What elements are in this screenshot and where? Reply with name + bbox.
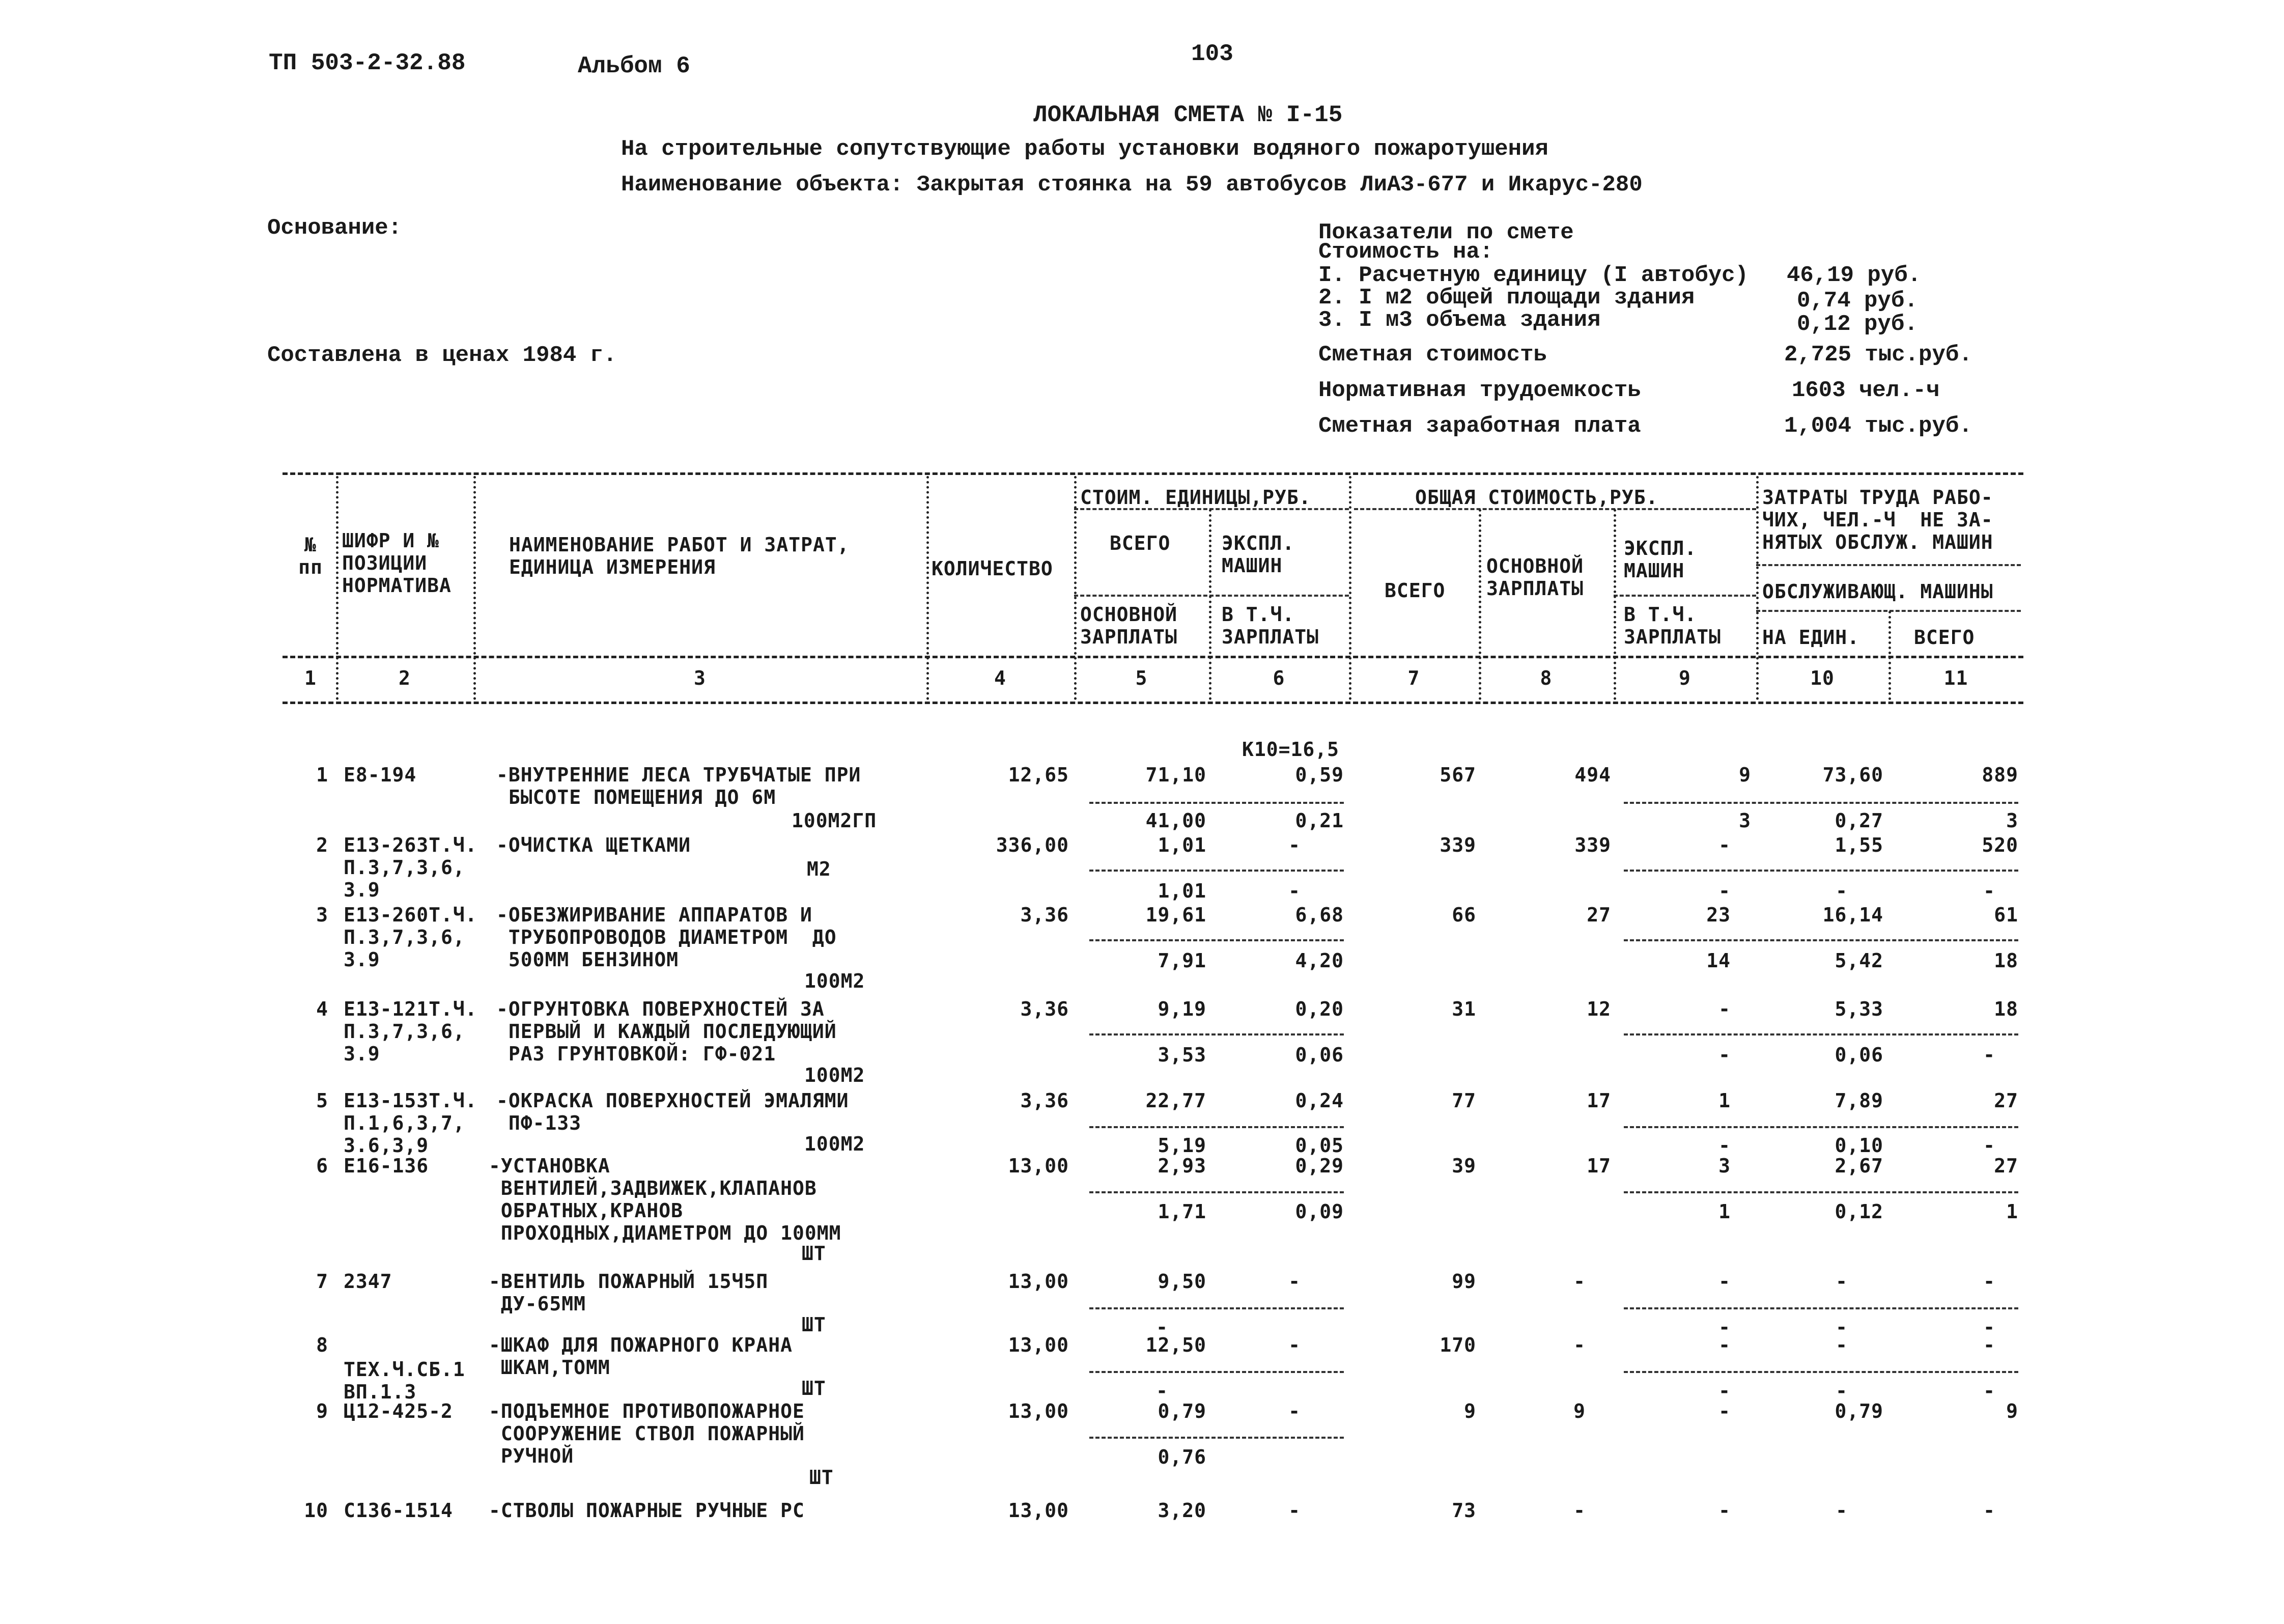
row-4-num: 4 [316,998,328,1020]
row-2-unit: М2 [807,858,831,880]
indicator-value-1: 46,19 руб. [1787,263,1922,288]
row-5-machine-wage: - [1718,1134,1731,1157]
row-3-labor-machine-total: 18 [1994,949,2018,972]
row-3-code: Е13-260Т.Ч. П.3,7,3,6, 3.9 [344,904,477,971]
row-7-total: 99 [1452,1270,1476,1293]
row-2-labor-total: 520 [1982,834,2018,856]
row-8-num: 8 [316,1334,328,1356]
row-3-labor-unit: 16,14 [1822,904,1883,926]
row-7-machine-wage: - [1718,1316,1731,1338]
row-5-code: Е13-153Т.Ч. П.1,6,3,7, 3.6,3,9 [344,1089,477,1157]
indicator-label-2: 2. I м2 общей площади здания [1318,285,1695,311]
col-header-labor-machines: ОБСЛУЖИВАЮЩ. МАШИНЫ [1762,580,1993,603]
object-name: Наименование объекта: Закрытая стоянка на 59 автобусов ЛиАЗ-677 и Икарус-280 [621,172,1643,198]
col-header-labor: ЗАТРАТЫ ТРУДА РАБО- ЧИХ, ЧЕЛ.-Ч НЕ ЗА- НЯТЫХ ОБСЛУЖ. МАШИН [1762,486,1993,553]
row-4-qty: 3,36 [1020,998,1069,1020]
row-10-labor-total: - [1983,1499,1995,1522]
col-divider-4 [1074,476,1077,700]
row-8-machines: - [1718,1334,1731,1356]
row-3-wage: 27 [1587,904,1611,926]
row-5-labor-unit: 7,89 [1835,1089,1883,1112]
row-5-labor-machine-total: - [1983,1134,1995,1157]
indicator-label-4: Сметная стоимость [1318,342,1547,368]
row-10-name: -СТВОЛЫ ПОЖАРНЫЕ РУЧНЫЕ РС [489,1499,805,1522]
row-5-wage: 17 [1587,1089,1611,1112]
row-1-subline-2 [1624,802,2018,804]
row-4-name: -ОГРУНТОВКА ПОВЕРХНОСТЕЙ ЗА ПЕРВЫЙ И КАЖДЫЙ ПОСЛЕДУЮЩИЙ РАЗ ГРУНТОВКОЙ: ГФ-021 [496,998,837,1065]
col-header-code: ШИФР И № ПОЗИЦИИ НОРМАТИВА [342,529,452,597]
col-header-qty: КОЛИЧЕСТВО [932,557,1053,580]
row-2-num: 2 [316,834,328,856]
row-5-labor-machine-unit: 0,10 [1835,1134,1883,1157]
row-3-unit: 100М2 [804,970,865,992]
col-divider-1 [336,476,339,700]
row-1-unit-wage: 41,00 [1145,809,1206,832]
col-header-5a: ВСЕГО [1110,532,1171,554]
row-6-labor-total: 27 [1994,1155,2018,1177]
row-8-name: -ШКАФ ДЛЯ ПОЖАРНОГО КРАНА ШКАМ,ТОММ [489,1334,793,1379]
row-6-wage: 17 [1587,1155,1611,1177]
row-7-labor-total: - [1983,1270,1995,1293]
row-8-labor-unit: - [1836,1334,1848,1356]
row-9-unit: ШТ [809,1466,834,1489]
row-8-labor-machine-total: - [1983,1380,1995,1402]
row-4-wage: 12 [1587,998,1611,1020]
row-5-unit-wage: 5,19 [1158,1134,1206,1157]
row-7-labor-machine-unit: - [1836,1316,1848,1338]
row-3-machines: 23 [1706,904,1731,926]
row-6-code: Е16-136 [344,1155,429,1177]
row-10-num: 10 [304,1499,328,1522]
col-header-6b: В Т.Ч. ЗАРПЛАТЫ [1222,603,1319,648]
row-9-machines: - [1718,1400,1731,1422]
row-8-code: ТЕХ.Ч.СБ.1 ВП.1.3 [344,1358,465,1403]
row-1-subline [1089,802,1344,804]
header-bottom-rule [283,656,2023,658]
row-10-qty: 13,00 [1008,1499,1069,1522]
row-6-labor-machine-unit: 0,12 [1835,1200,1883,1223]
row-1-wage: 494 [1574,764,1611,786]
row-7-unit-total: 9,50 [1158,1270,1206,1293]
row-9-wage: 9 [1573,1400,1586,1422]
row-2-machines: - [1718,834,1731,856]
indicator-label-3: 3. I м3 объема здания [1318,307,1601,333]
row-2-labor-machine-unit: - [1836,880,1848,902]
row-4-machine-wage: - [1718,1044,1731,1066]
indicator-label-5: Нормативная трудоемкость [1318,378,1641,403]
col-divider-2 [473,476,476,700]
row-2-labor-machine-total: - [1983,880,1995,902]
row-4-unit-wage: 3,53 [1158,1044,1206,1066]
row-1-qty: 12,65 [1008,764,1069,786]
row-8-unit: ШТ [802,1377,826,1399]
col-header-name: НАИМЕНОВАНИЕ РАБОТ И ЗАТРАТ, ЕДИНИЦА ИЗМЕРЕНИЯ [509,534,850,578]
row-5-subline [1089,1126,1344,1128]
row-6-num: 6 [316,1155,328,1177]
col-number: 3 [694,667,706,689]
row-7-subline [1089,1307,1344,1309]
indicator-value-5: 1603 чел.-ч [1792,378,1940,403]
row-8-unit-total: 12,50 [1145,1334,1206,1356]
table-top-rule [283,472,2023,475]
row-6-unit: ШТ [802,1242,826,1265]
row-3-unit-total: 19,61 [1145,904,1206,926]
row-3-unit-machines: 6,68 [1295,904,1344,926]
row-1-name: -ВНУТРЕННИЕ ЛЕСА ТРУБЧАТЫЕ ПРИ БЫСОТЕ ПОМЕЩЕНИЯ ДО 6М [496,764,861,808]
row-1-coefficient: К10=16,5 [1242,738,1340,761]
row-1-total: 567 [1440,764,1476,786]
row-4-labor-machine-unit: 0,06 [1835,1044,1883,1066]
row-8-unit-machines: - [1288,1334,1301,1356]
col-header-7: ВСЕГО [1385,579,1446,602]
row-5-num: 5 [316,1089,328,1112]
row-9-name: -ПОДЪЕМНОЕ ПРОТИВОПОЖАРНОЕ СООРУЖЕНИЕ СТВОЛ ПОЖАРНЫЙ РУЧНОЙ [489,1400,805,1467]
row-4-labor-machine-total: - [1983,1044,1995,1066]
col-header-8: ОСНОВНОЙ ЗАРПЛАТЫ [1486,555,1584,600]
col-number: 6 [1273,667,1285,689]
row-9-subline [1089,1437,1344,1439]
row-1-labor-machine-unit: 0,27 [1835,809,1883,832]
row-4-unit-machine-wage: 0,06 [1295,1044,1344,1066]
prices-label: Составлена в ценах 1984 г. [267,343,617,368]
row-9-code: Ц12-425-2 [344,1400,453,1422]
col-divider-3 [926,476,929,700]
row-1-unit: 100М2ГП [792,809,877,832]
row-2-subline-2 [1624,870,2018,872]
row-4-subline [1089,1033,1344,1035]
row-5-unit-total: 22,77 [1145,1089,1206,1112]
row-4-code: Е13-121Т.Ч. П.3,7,3,6, 3.9 [344,998,477,1065]
row-7-labor-machine-total: - [1983,1316,1995,1338]
row-3-qty: 3,36 [1020,904,1069,926]
row-8-machine-wage: - [1718,1380,1731,1402]
row-6-subline-2 [1624,1191,2018,1193]
row-7-code: 2347 [344,1270,392,1293]
col-number: 4 [994,667,1006,689]
row-8-wage: - [1573,1334,1586,1356]
estimate-title: ЛОКАЛЬНАЯ СМЕТА № I-15 [1033,102,1343,128]
row-6-labor-machine-total: 1 [2006,1200,2018,1223]
row-8-unit-wage: - [1156,1380,1168,1402]
row-3-unit-wage: 7,91 [1158,949,1206,972]
basis-label: Основание: [267,215,402,241]
row-5-total: 77 [1452,1089,1476,1112]
unit-cost-sub-rule [1074,595,1349,597]
row-9-unit-wage: 0,76 [1158,1446,1206,1468]
row-1-unit-machine-wage: 0,21 [1295,809,1344,832]
col-header-9b: В Т.Ч. ЗАРПЛАТЫ [1624,603,1722,648]
row-8-subline [1089,1371,1344,1373]
row-2-unit-machine-wage: - [1288,880,1301,902]
row-5-unit: 100М2 [804,1133,865,1155]
row-3-labor-machine-unit: 5,42 [1835,949,1883,972]
row-10-code: С136-1514 [344,1499,453,1522]
row-7-num: 7 [316,1270,328,1293]
row-3-subline [1089,939,1344,941]
col-divider-9 [1756,476,1759,700]
row-2-subline [1089,870,1344,872]
row-7-wage: - [1573,1270,1586,1293]
row-1-unit-machines: 0,59 [1295,764,1344,786]
row-4-total: 31 [1452,998,1476,1020]
row-10-unit-total: 3,20 [1158,1499,1206,1522]
col-number: 1 [304,667,317,689]
row-7-unit-machines: - [1288,1270,1301,1293]
row-3-name: -ОБЕЗЖИРИВАНИЕ АППАРАТОВ И ТРУБОПРОВОДОВ ДИАМЕТРОМ ДО 500ММ БЕНЗИНОМ [496,904,837,971]
row-2-machine-wage: - [1718,880,1731,902]
row-4-labor-total: 18 [1994,998,2018,1020]
row-8-qty: 13,00 [1008,1334,1069,1356]
row-2-wage: 339 [1574,834,1611,856]
row-9-total: 9 [1464,1400,1476,1422]
album-label: Альбом 6 [578,53,690,79]
col-number: 9 [1679,667,1691,689]
col-number: 10 [1810,667,1835,689]
row-7-unit: ШТ [802,1313,826,1336]
row-5-qty: 3,36 [1020,1089,1069,1112]
row-4-machines: - [1718,998,1731,1020]
row-5-labor-total: 27 [1994,1089,2018,1112]
row-9-qty: 13,00 [1008,1400,1069,1422]
row-3-labor-total: 61 [1994,904,2018,926]
row-8-labor-machine-unit: - [1836,1380,1848,1402]
col-header-5b: ОСНОВНОЙ ЗАРПЛАТЫ [1080,603,1178,648]
col-header-11: ВСЕГО [1914,626,1975,649]
col-number: 7 [1407,667,1420,689]
col-header-6a: ЭКСПЛ. МАШИН [1222,532,1295,577]
row-6-unit-total: 2,93 [1158,1155,1206,1177]
indicator-label-6: Сметная заработная плата [1318,413,1641,439]
row-5-unit-machine-wage: 0,05 [1295,1134,1344,1157]
row-2-unit-wage: 1,01 [1158,880,1206,902]
indicators-cost-on: Стоимость на: [1318,239,1493,265]
row-5-subline-2 [1624,1126,2018,1128]
row-1-machines: 9 [1739,764,1751,786]
row-4-subline-2 [1624,1033,2018,1035]
row-1-labor-machine-total: 3 [2006,809,2018,832]
row-3-total: 66 [1452,904,1476,926]
row-5-unit-machines: 0,24 [1295,1089,1344,1112]
row-2-name: -ОЧИСТКА ЩЕТКАМИ [496,834,691,856]
indicator-value-4: 2,725 тыс.руб. [1784,342,1972,368]
row-6-labor-unit: 2,67 [1835,1155,1883,1177]
col-number: 5 [1135,667,1148,689]
row-1-labor-unit: 73,60 [1822,764,1883,786]
row-7-labor-unit: - [1836,1270,1848,1293]
indicators-title: Показатели по смете [1318,220,1574,245]
row-6-unit-machine-wage: 0,09 [1295,1200,1344,1223]
row-9-labor-unit: 0,79 [1835,1400,1883,1422]
row-3-subline-2 [1624,939,2018,941]
row-2-total: 339 [1440,834,1476,856]
row-6-subline [1089,1191,1344,1193]
labor-sub-rule [1756,564,2021,566]
row-2-labor-unit: 1,55 [1835,834,1883,856]
row-3-machine-wage: 14 [1706,949,1731,972]
row-6-unit-wage: 1,71 [1158,1200,1206,1223]
row-9-num: 9 [316,1400,328,1422]
row-1-unit-total: 71,10 [1145,764,1206,786]
col-header-num: № пп [298,534,323,578]
row-2-code: Е13-263Т.Ч. П.3,7,3,6, 3.9 [344,834,477,901]
row-1-num: 1 [316,764,328,786]
row-9-unit-total: 0,79 [1158,1400,1206,1422]
row-6-name: -УСТАНОВКА ВЕНТИЛЕЙ,ЗАДВИЖЕК,КЛАПАНОВ ОБРАТНЫХ,КРАНОВ ПРОХОДНЫХ,ДИАМЕТРОМ ДО 100ММ [489,1155,841,1244]
row-2-qty: 336,00 [996,834,1069,856]
row-10-wage: - [1573,1499,1586,1522]
col-number: 11 [1943,667,1968,689]
row-8-total: 170 [1440,1334,1476,1356]
indicator-label-1: I. Расчетную единицу (I автобус) [1318,263,1749,288]
row-9-labor-total: 9 [2006,1400,2018,1422]
row-10-machines: - [1718,1499,1731,1522]
row-3-unit-machine-wage: 4,20 [1295,949,1344,972]
row-6-unit-machines: 0,29 [1295,1155,1344,1177]
row-9-unit-machines: - [1288,1400,1301,1422]
page-number: 103 [1191,41,1233,67]
row-7-name: -ВЕНТИЛЬ ПОЖАРНЫЙ 15Ч5П ДУ-65ММ [489,1270,769,1315]
indicator-value-6: 1,004 тыс.руб. [1784,413,1972,439]
row-6-machines: 3 [1718,1155,1731,1177]
row-8-subline-2 [1624,1371,2018,1373]
row-4-unit-total: 9,19 [1158,998,1206,1020]
indicator-value-2: 0,74 руб. [1797,288,1918,314]
row-4-unit-machines: 0,20 [1295,998,1344,1020]
row-3-num: 3 [316,904,328,926]
row-10-unit-machines: - [1288,1499,1301,1522]
document-code: ТП 503-2-32.88 [269,50,466,76]
col-number: 8 [1540,667,1553,689]
col-number: 2 [399,667,411,689]
row-7-machines: - [1718,1270,1731,1293]
row-5-machines: 1 [1718,1089,1731,1112]
row-10-total: 73 [1452,1499,1476,1522]
row-7-subline-2 [1624,1307,2018,1309]
row-1-code: Е8-194 [344,764,417,786]
estimate-subtitle: На строительные сопутствующие работы установки водяного пожаротушения [621,136,1548,162]
row-2-unit-machines: - [1288,834,1301,856]
row-2-unit-total: 1,01 [1158,834,1206,856]
row-1-machine-wage: 3 [1739,809,1751,832]
col-header-10: НА ЕДИН. [1762,626,1860,649]
row-8-labor-total: - [1983,1334,1995,1356]
row-10-labor-unit: - [1836,1499,1848,1522]
row-6-machine-wage: 1 [1718,1200,1731,1223]
row-6-total: 39 [1452,1155,1476,1177]
column-numbers-rule [283,702,2023,704]
row-6-qty: 13,00 [1008,1155,1069,1177]
col-header-unit-cost: СТОИМ. ЕДИНИЦЫ,РУБ. [1080,486,1311,509]
row-4-labor-unit: 5,33 [1835,998,1883,1020]
row-7-unit-wage: - [1156,1316,1168,1338]
row-7-qty: 13,00 [1008,1270,1069,1293]
col-divider-6 [1349,476,1351,700]
col-header-total-cost: ОБЩАЯ СТОИМОСТЬ,РУБ. [1415,486,1658,509]
indicator-value-3: 0,12 руб. [1797,312,1918,337]
row-5-name: -ОКРАСКА ПОВЕРХНОСТЕЙ ЭМАЛЯМИ ПФ-133 [496,1089,849,1134]
col-header-9a: ЭКСПЛ. МАШИН [1624,537,1697,582]
row-4-unit: 100М2 [804,1064,865,1086]
machines-sub-rule [1614,595,1756,597]
row-1-labor-total: 889 [1982,764,2018,786]
